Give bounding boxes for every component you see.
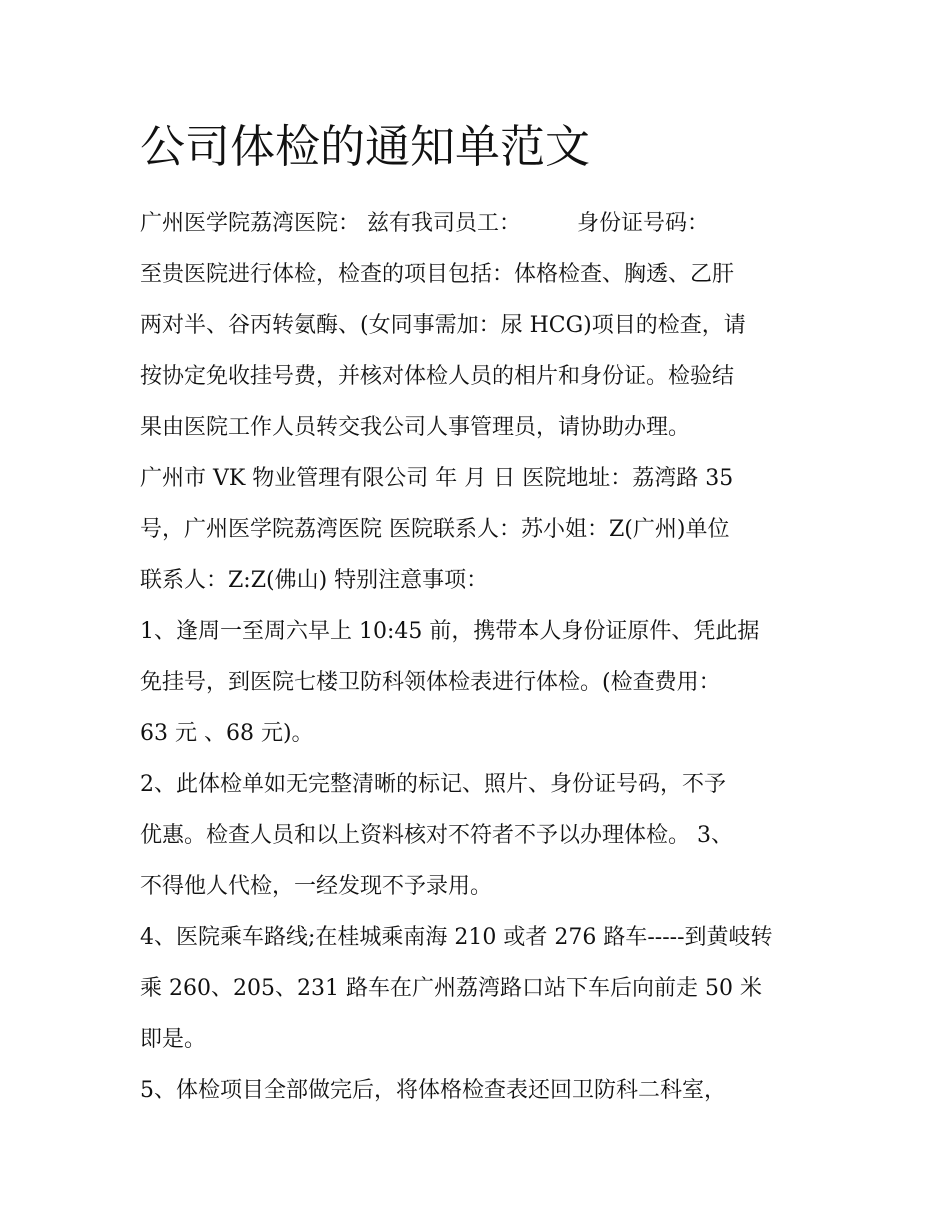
body-line: 即是。 xyxy=(140,1027,207,1052)
body-line: 两对半、谷丙转氨酶、(女同事需加：尿 HCG)项目的检查，请 xyxy=(140,313,746,338)
body-line: 号，广州医学院荔湾医院 医院联系人：苏小姐：Z(广州)单位 xyxy=(140,517,730,542)
document-title: 公司体检的通知单范文 xyxy=(140,120,591,173)
body-line: 至贵医院进行体检，检查的项目包括：体格检查、胸透、乙肝 xyxy=(140,262,735,287)
body-line: 4、医院乘车路线;在桂城乘南海 210 或者 276 路车-----到黄岐转 xyxy=(140,925,773,950)
body-line: 按协定免收挂号费，并核对体检人员的相片和身份证。检验结 xyxy=(140,364,735,389)
body-line: 63 元 、68 元)。 xyxy=(140,721,314,746)
body-line: 广州医学院荔湾医院： 兹有我司员工： 身份证号码： xyxy=(140,211,709,236)
body-line: 果由医院工作人员转交我公司人事管理员，请协助办理。 xyxy=(140,415,691,440)
body-line: 1、逢周一至周六早上 10:45 前，携带本人身份证原件、凭此据 xyxy=(140,619,760,644)
body-line: 不得他人代检，一经发现不予录用。 xyxy=(140,874,493,899)
body-line: 广州市 VK 物业管理有限公司 年 月 日 医院地址：荔湾路 35 xyxy=(140,466,734,491)
body-line: 乘 260、205、231 路车在广州荔湾路口站下车后向前走 50 米 xyxy=(140,976,762,1001)
body-line: 免挂号，到医院七楼卫防科领体检表进行体检。(检查费用： xyxy=(140,670,721,695)
body-line: 2、此体检单如无完整清晰的标记、照片、身份证号码，不予 xyxy=(140,772,726,797)
body-line: 优惠。检查人员和以上资料核对不符者不予以办理体检。 3、 xyxy=(140,823,733,848)
body-line: 联系人：Z:Z(佛山) 特别注意事项： xyxy=(140,568,489,593)
document-body xyxy=(140,198,820,1116)
body-line: 5、体检项目全部做完后，将体格检查表还回卫防科二科室， xyxy=(140,1078,726,1103)
